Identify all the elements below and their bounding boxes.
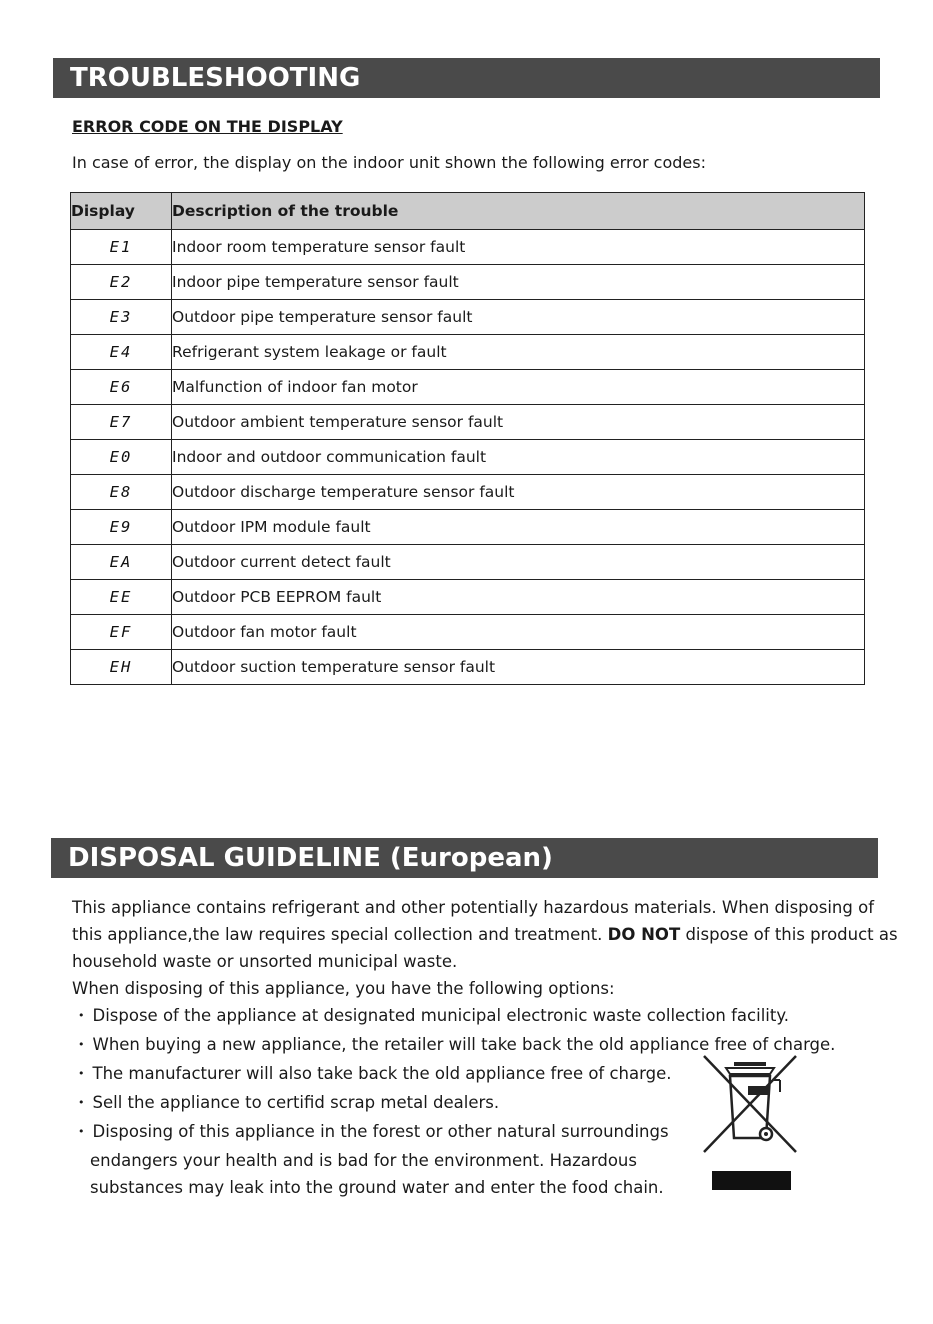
list-item-line: Disposing of this appliance in the forest or other natural surroundings (92, 1122, 669, 1141)
table-row (71, 615, 865, 650)
error-description: Indoor and outdoor communication fault (172, 440, 865, 475)
table-row (71, 475, 865, 510)
error-description: Outdoor fan motor fault (172, 615, 865, 650)
error-description: Refrigerant system leakage or fault (172, 335, 865, 370)
error-description: Outdoor PCB EEPROM fault (172, 580, 865, 615)
error-code-display: E7 (71, 405, 172, 440)
paragraph-line: household waste or unsorted municipal waste. (72, 952, 458, 971)
list-item: • Sell the appliance to certifid scrap metal dealers. (72, 1089, 835, 1118)
error-code-display: E8 (71, 475, 172, 510)
table-row (71, 335, 865, 370)
error-description: Indoor pipe temperature sensor fault (172, 265, 865, 300)
list-item: • Dispose of the appliance at designated municipal electronic waste collection facility. (72, 1002, 835, 1031)
paragraph-text: this appliance,the law requires special collection and treatment. (72, 925, 608, 944)
error-description: Outdoor pipe temperature sensor fault (172, 300, 865, 335)
header-display: Display (71, 193, 172, 230)
table-row (71, 230, 865, 265)
error-description: Outdoor IPM module fault (172, 510, 865, 545)
error-code-subtitle: ERROR CODE ON THE DISPLAY (72, 117, 343, 136)
error-description: Outdoor discharge temperature sensor fault (172, 475, 865, 510)
table-row (71, 580, 865, 615)
paragraph-line: This appliance contains refrigerant and other potentially hazardous materials. When disposing of (72, 898, 874, 917)
list-item-line: endangers your health and is bad for the environment. Hazardous (90, 1151, 637, 1170)
header-description: Description of the trouble (172, 193, 865, 230)
do-not-emphasis: DO NOT (607, 925, 681, 944)
error-code-display: EH (71, 650, 172, 685)
table-row (71, 440, 865, 475)
error-code-display: E4 (71, 335, 172, 370)
paragraph-line (72, 921, 898, 948)
error-code-display: E9 (71, 510, 172, 545)
table-row (71, 370, 865, 405)
table-row (71, 265, 865, 300)
disposal-paragraph (72, 894, 898, 1002)
crossed-out-wheeled-bin-icon (700, 1052, 800, 1192)
table-row (71, 650, 865, 685)
table-row (71, 300, 865, 335)
list-item: • The manufacturer will also take back the old appliance free of charge. (72, 1060, 835, 1089)
error-code-display: E2 (71, 265, 172, 300)
error-description: Outdoor ambient temperature sensor fault (172, 405, 865, 440)
options-intro: When disposing of this appliance, you have the following options: (72, 979, 615, 998)
error-description: Indoor room temperature sensor fault (172, 230, 865, 265)
error-code-display: E0 (71, 440, 172, 475)
error-code-intro: In case of error, the display on the indoor unit shown the following error codes: (72, 153, 706, 172)
disposal-banner: DISPOSAL GUIDELINE (European) (51, 838, 878, 878)
table-header-row (71, 193, 865, 230)
table-row (71, 545, 865, 580)
list-item-line: substances may leak into the ground water and enter the food chain. (90, 1178, 664, 1197)
table-row (71, 405, 865, 440)
troubleshooting-banner: TROUBLESHOOTING (53, 58, 880, 98)
error-description: Malfunction of indoor fan motor (172, 370, 865, 405)
error-code-display: E3 (71, 300, 172, 335)
error-code-display: E6 (71, 370, 172, 405)
error-code-table (70, 192, 865, 685)
error-code-display: EA (71, 545, 172, 580)
error-description: Outdoor suction temperature sensor fault (172, 650, 865, 685)
error-code-display: E1 (71, 230, 172, 265)
table-row (71, 510, 865, 545)
error-description: Outdoor current detect fault (172, 545, 865, 580)
paragraph-text: dispose of this product as (680, 925, 898, 944)
error-code-display: EF (71, 615, 172, 650)
list-item: • When buying a new appliance, the retailer will take back the old appliance free of charge. (72, 1031, 835, 1060)
error-code-display: EE (71, 580, 172, 615)
